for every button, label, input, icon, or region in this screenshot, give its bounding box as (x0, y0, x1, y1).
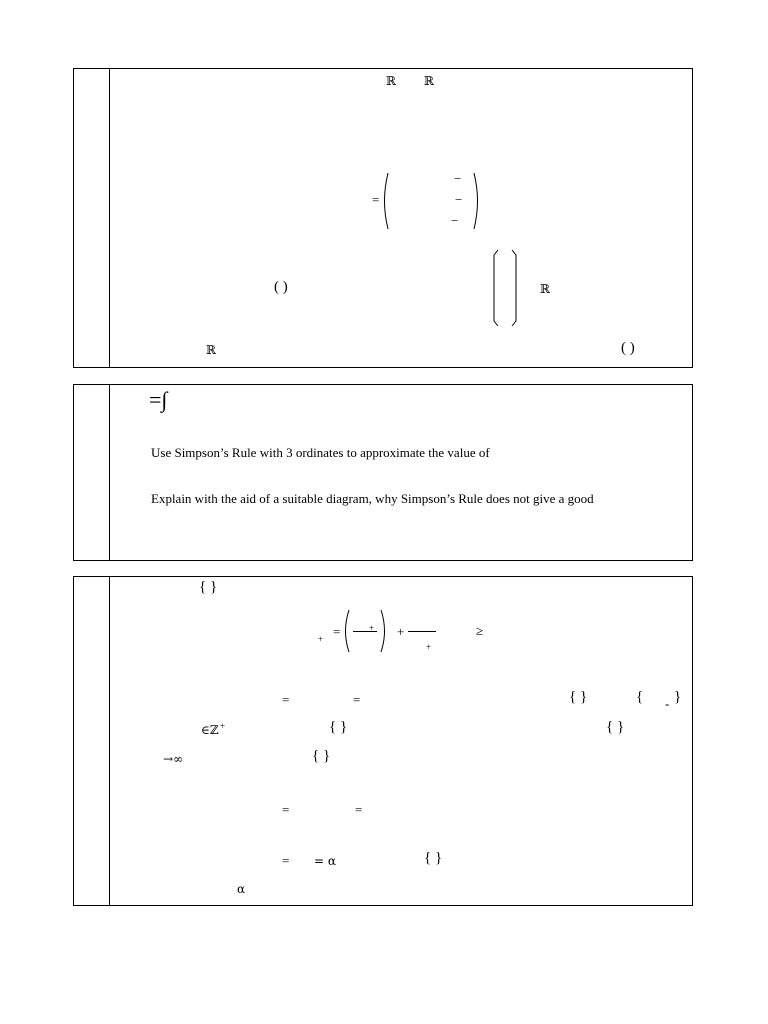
fraction-bar (408, 631, 436, 632)
fraction-numerator-plus: + (369, 623, 375, 633)
matrix-entry-dash: − (455, 192, 463, 207)
sequence-braces: { } (199, 579, 218, 595)
question-box-2 (73, 384, 693, 561)
matrix-right-paren (472, 172, 482, 230)
vector-left-paren (492, 249, 500, 327)
sequence-braces: { } (569, 689, 588, 705)
matrix-left-paren (380, 172, 390, 230)
tends-to-infinity: →∞ (163, 752, 184, 766)
recurrence-right-paren (379, 609, 389, 653)
subscript-plus: + (318, 634, 324, 644)
reals-symbol: ℝ (206, 343, 216, 357)
equals-sign: = (282, 802, 290, 817)
equals-alpha: = α (314, 854, 336, 868)
alpha-symbol: α (237, 882, 246, 896)
question-box-1 (73, 68, 693, 368)
question-box-3 (73, 576, 693, 906)
fraction-bar (353, 631, 377, 632)
reals-symbol: ℝ (424, 74, 434, 88)
sequence-braces: { } (312, 748, 331, 764)
equals-sign: = (282, 692, 290, 707)
greater-equal: ≥ (476, 623, 484, 638)
reals-symbol: ℝ (386, 74, 396, 88)
function-parens: ( ) (274, 279, 288, 295)
recurrence-equals: = (333, 624, 341, 639)
equals-sign: = (282, 853, 290, 868)
matrix-equals: = (372, 192, 380, 207)
subscript-plus: + (426, 642, 432, 652)
element-of-integers: ∈ℤ (201, 723, 219, 737)
equals-sign: = (353, 692, 361, 707)
sequence-braces: { } (329, 719, 348, 735)
sequence-braces: { } (424, 850, 443, 866)
function-parens: ( ) (621, 340, 635, 356)
question-number-column (74, 577, 110, 905)
integral-expression: =∫ (149, 387, 168, 412)
question-text: Use Simpson’s Rule with 3 ordinates to approximate the value of (151, 445, 490, 460)
question-number-column (74, 69, 110, 367)
reals-symbol: ℝ (540, 282, 550, 296)
matrix-entry-dash: − (454, 171, 462, 186)
matrix-entry-dash: − (451, 213, 459, 228)
subscript-minus: - (665, 696, 670, 711)
vector-right-paren (510, 249, 518, 327)
question-text: Explain with the aid of a suitable diagram, why Simpson’s Rule does not give a good (151, 491, 594, 506)
plus-sign: + (397, 624, 405, 639)
sequence-braces: { (636, 689, 644, 705)
equals-sign: = (355, 802, 363, 817)
superscript-plus: + (220, 721, 226, 731)
question-number-column (74, 385, 110, 560)
recurrence-left-paren (341, 609, 351, 653)
brace-close: } (674, 689, 682, 705)
sequence-braces: { } (606, 719, 625, 735)
